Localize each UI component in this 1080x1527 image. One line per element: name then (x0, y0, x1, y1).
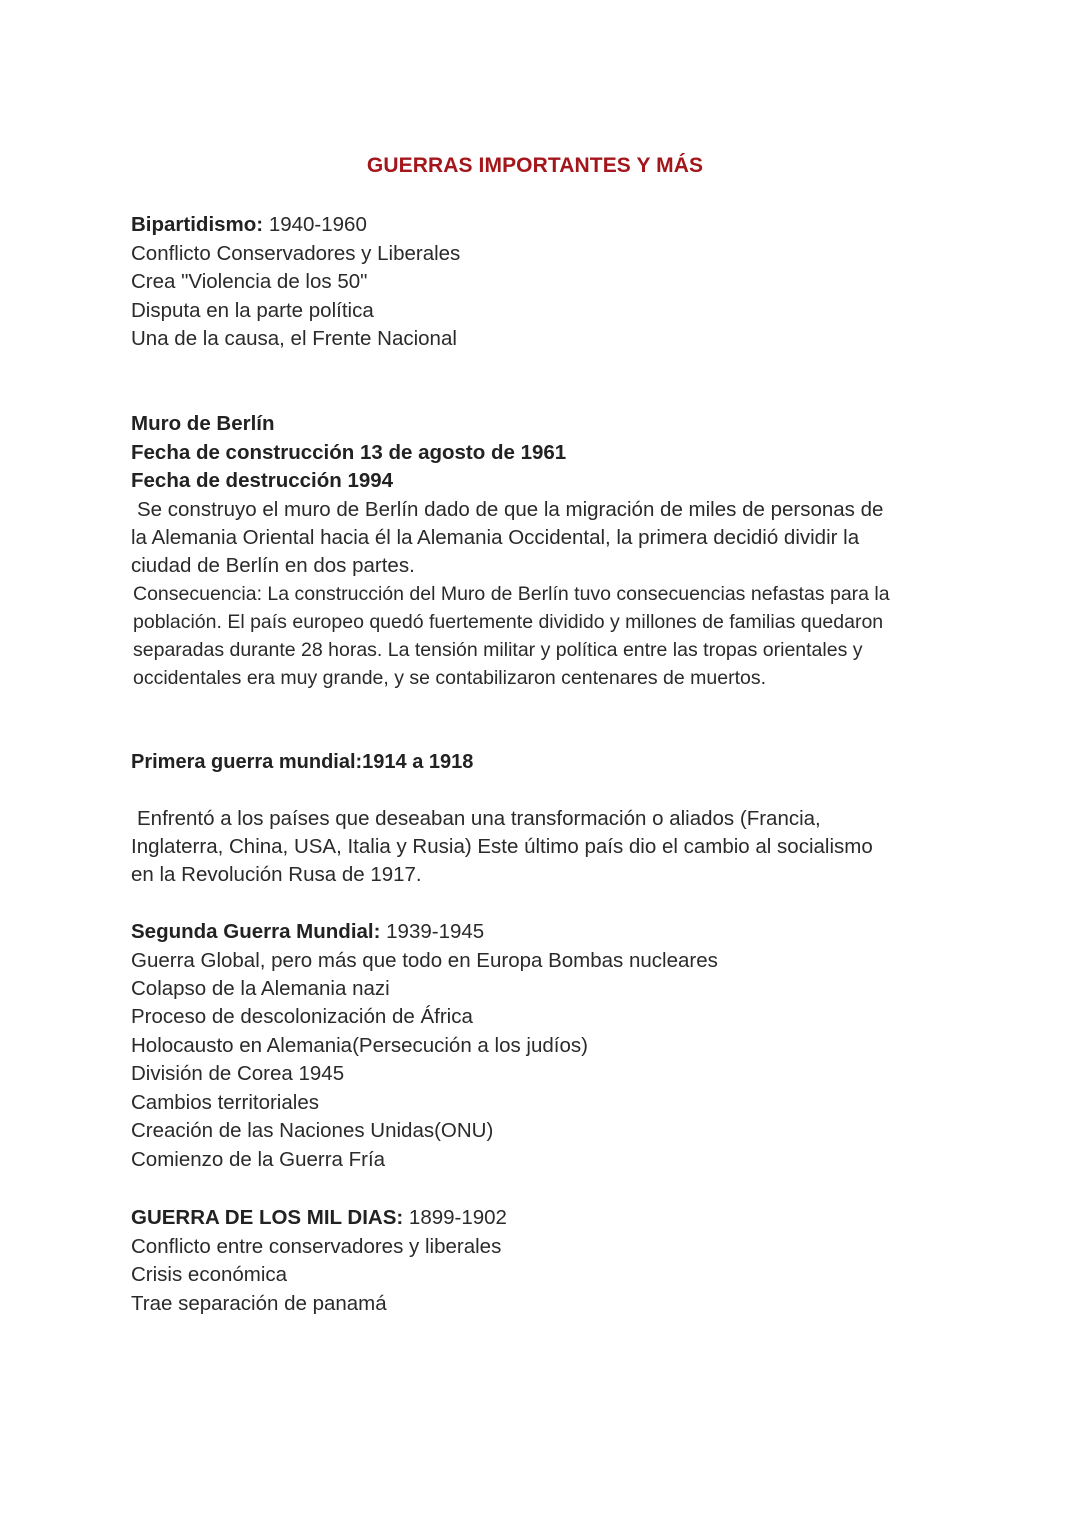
segunda-line: Holocausto en Alemania(Persecución a los judíos) (131, 1034, 588, 1057)
muro-paragraph2-line: occidentales era muy grande, y se contabilizaron centenares de muertos. (133, 667, 767, 689)
primera-paragraph-line: Enfrentó a los países que deseaban una transformación o aliados (Francia, (137, 807, 821, 830)
segunda-line: Cambios territoriales (131, 1091, 319, 1114)
mil-dias-years: 1899-1902 (403, 1206, 507, 1229)
muro-paragraph1-line: Se construyo el muro de Berlín dado de que la migración de miles de personas de (137, 498, 884, 521)
muro-paragraph2-line: separadas durante 28 horas. La tensión militar y política entre las tropas orientales y (133, 639, 863, 661)
primera-paragraph-line: en la Revolución Rusa de 1917. (131, 863, 422, 886)
bipartidismo-heading-line (131, 211, 367, 239)
muro-destruccion: Fecha de destrucción 1994 (131, 469, 394, 492)
mil-dias-line: Trae separación de panamá (131, 1292, 387, 1315)
muro-paragraph2-line: Consecuencia: La construcción del Muro de Berlín tuvo consecuencias nefastas para la (133, 583, 890, 605)
muro-construccion: Fecha de construcción 13 de agosto de 1961 (131, 441, 567, 464)
segunda-heading: Segunda Guerra Mundial: (131, 920, 381, 943)
bipartidismo-line: Crea "Violencia de los 50" (131, 270, 368, 293)
mil-dias-line: Crisis económica (131, 1263, 288, 1286)
bipartidismo-line: Disputa en la parte política (131, 299, 374, 322)
segunda-line: Proceso de descolonización de África (131, 1005, 473, 1028)
primera-paragraph-line: Inglaterra, China, USA, Italia y Rusia) Este último país dio el cambio al socialismo (131, 835, 873, 858)
segunda-line: División de Corea 1945 (131, 1062, 345, 1085)
muro-heading: Muro de Berlín (131, 412, 275, 435)
mil-dias-heading-line (131, 1204, 507, 1232)
bipartidismo-line: Una de la causa, el Frente Nacional (131, 327, 457, 350)
segunda-years: 1939-1945 (380, 920, 485, 943)
mil-dias-heading: GUERRA DE LOS MIL DIAS: (131, 1206, 404, 1229)
muro-paragraph1-line: ciudad de Berlín en dos partes. (131, 554, 415, 577)
bipartidismo-line: Conflicto Conservadores y Liberales (131, 242, 461, 265)
segunda-line: Guerra Global, pero más que todo en Europa Bombas nucleares (131, 949, 718, 972)
segunda-heading-line (131, 918, 484, 946)
muro-paragraph1-line: la Alemania Oriental hacia él la Alemania Occidental, la primera decidió dividir la (131, 526, 860, 549)
mil-dias-line: Conflicto entre conservadores y liberales (131, 1235, 502, 1258)
bipartidismo-heading: Bipartidismo: (131, 213, 264, 236)
page-title: GUERRAS IMPORTANTES Y MÁS (366, 154, 704, 177)
segunda-line: Colapso de la Alemania nazi (131, 977, 390, 1000)
muro-paragraph2-line: población. El país europeo quedó fuertemente dividido y millones de familias quedaron (133, 611, 884, 633)
segunda-line: Creación de las Naciones Unidas(ONU) (131, 1119, 494, 1142)
primera-heading: Primera guerra mundial:1914 a 1918 (131, 751, 474, 773)
bipartidismo-years: 1940-1960 (263, 213, 367, 236)
segunda-line: Comienzo de la Guerra Fría (131, 1148, 386, 1171)
